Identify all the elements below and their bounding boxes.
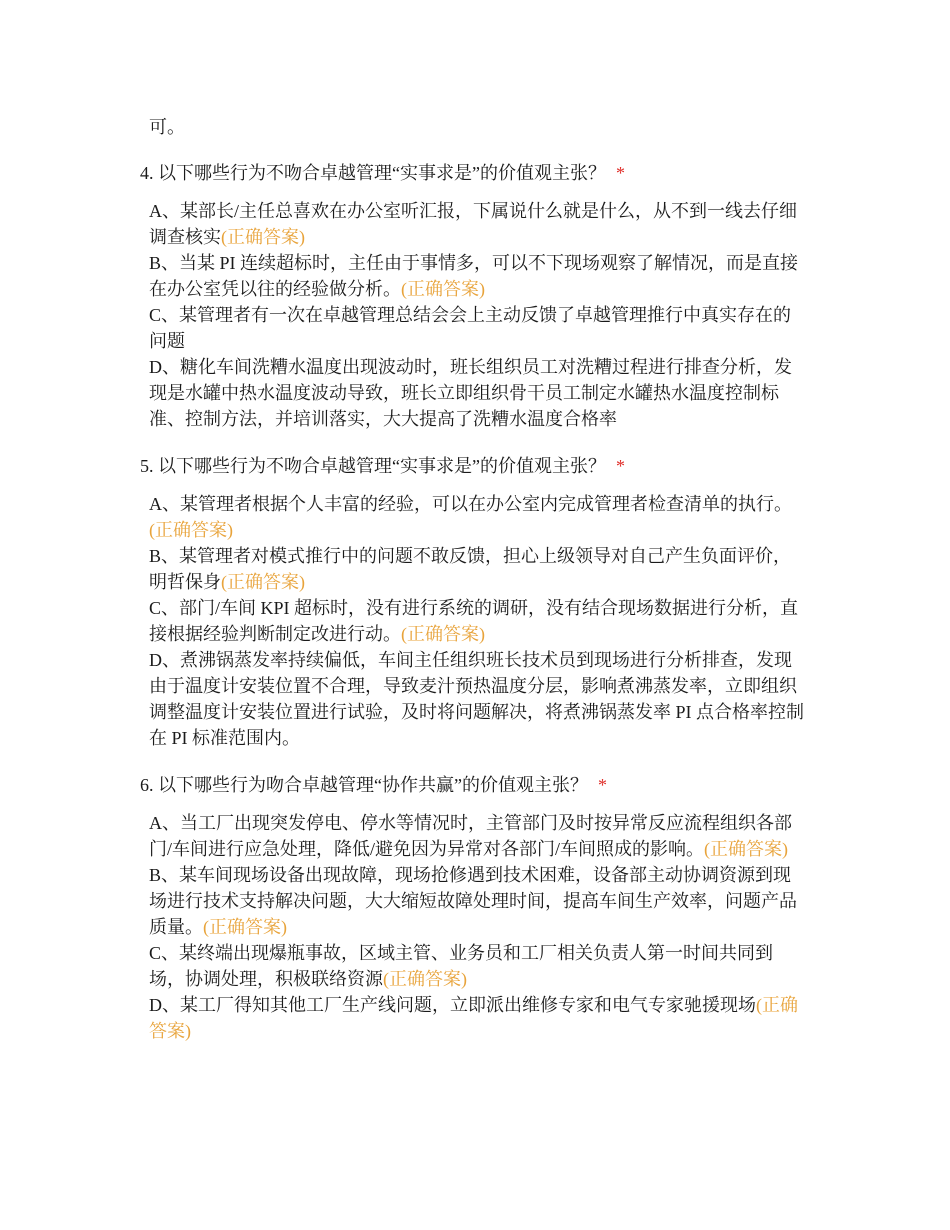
answer-option[interactable]	[149, 992, 805, 1044]
question-title-text: 4. 以下哪些行为不吻合卓越管理“实事求是”的价值观主张？	[140, 163, 606, 183]
question-4	[140, 160, 805, 432]
required-mark: *	[615, 163, 625, 183]
option-text: A、当工厂出现突发停电、停水等情况时，主管部门及时按异常反应流程组织各部门/车间进行应急处理，降低/避免因为异常对各部门/车间照成的影响。	[149, 813, 792, 859]
answer-option[interactable]	[149, 198, 805, 250]
answer-option[interactable]	[149, 543, 805, 595]
option-text: A、某部长/主任总喜欢在办公室听汇报，下属说什么就是什么，从不到一线去仔细调查核实	[149, 201, 797, 247]
answer-option[interactable]	[149, 940, 805, 992]
correct-answer-tag: (正确答案)	[401, 624, 485, 644]
option-list	[140, 198, 805, 432]
answer-option[interactable]	[149, 595, 805, 647]
option-text: A、某管理者根据个人丰富的经验，可以在办公室内完成管理者检查清单的执行。	[149, 494, 792, 514]
option-text: D、糖化车间洗糟水温度出现波动时，班长组织员工对洗糟过程进行排查分析，发现是水罐中热水温度波动导致，班长立即组织骨干员工制定水罐热水温度控制标准、控制方法，并培训落实，大大提高了洗糟水温度合格率	[149, 357, 792, 429]
option-text: D、煮沸锅蒸发率持续偏低，车间主任组织班长技术员到现场进行分析排查，发现由于温度计安装位置不合理，导致麦汁预热温度分层，影响煮沸蒸发率，立即组织调整温度计安装位置进行试验，及时将问题解决，将煮沸锅蒸发率 PI 点合格率控制在 PI 标准范围内。	[149, 650, 805, 748]
document-page	[140, 114, 805, 1065]
answer-option[interactable]	[149, 647, 805, 751]
correct-answer-tag: (正确答案)	[704, 839, 788, 859]
correct-answer-tag: (正确答案)	[203, 917, 287, 937]
option-list	[140, 810, 805, 1044]
continuation-text: 可。	[149, 117, 185, 137]
question-title	[140, 453, 805, 479]
question-6	[140, 772, 805, 1044]
answer-option[interactable]	[149, 250, 805, 302]
answer-option[interactable]	[149, 302, 805, 354]
question-title-text: 6. 以下哪些行为吻合卓越管理“协作共赢”的价值观主张？	[140, 775, 588, 795]
correct-answer-tag: (正确答案)	[401, 279, 485, 299]
correct-answer-tag: (正确答案)	[221, 227, 305, 247]
correct-answer-tag: (正确答案)	[221, 572, 305, 592]
question-5	[140, 453, 805, 751]
option-text: C、某管理者有一次在卓越管理总结会会上主动反馈了卓越管理推行中真实存在的问题	[149, 305, 792, 351]
question-title	[140, 772, 805, 798]
option-text: D、某工厂得知其他工厂生产线问题，立即派出维修专家和电气专家驰援现场	[149, 995, 756, 1015]
answer-option[interactable]	[149, 354, 805, 432]
question-list	[140, 160, 805, 1044]
answer-option[interactable]	[149, 810, 805, 862]
question-title	[140, 160, 805, 186]
option-text: B、当某 PI 连续超标时，主任由于事情多，可以不下现场观察了解情况，而是直接在办公室凭以往的经验做分析。	[149, 253, 799, 299]
option-text: B、某管理者对模式推行中的问题不敢反馈，担心上级领导对自己产生负面评价，明哲保身	[149, 546, 792, 592]
question-title-text: 5. 以下哪些行为不吻合卓越管理“实事求是”的价值观主张？	[140, 456, 606, 476]
answer-option[interactable]	[149, 491, 805, 543]
option-text: C、部门/车间 KPI 超标时，没有进行系统的调研，没有结合现场数据进行分析，直接根据经验判断制定改进行动。	[149, 598, 799, 644]
option-text: C、某终端出现爆瓶事故，区域主管、业务员和工厂相关负责人第一时间共同到场，协调处理，积极联络资源	[149, 943, 774, 989]
correct-answer-tag: (正确答案)	[383, 969, 467, 989]
option-list	[140, 491, 805, 751]
answer-option[interactable]	[149, 862, 805, 940]
required-mark: *	[597, 775, 607, 795]
correct-answer-tag: (正确答案)	[149, 995, 798, 1041]
required-mark: *	[615, 456, 625, 476]
option-text: B、某车间现场设备出现故障，现场抢修遇到技术困难，设备部主动协调资源到现场进行技术支持解决问题，大大缩短故障处理时间，提高车间生产效率，问题产品质量。	[149, 865, 797, 937]
correct-answer-tag: (正确答案)	[149, 520, 233, 540]
